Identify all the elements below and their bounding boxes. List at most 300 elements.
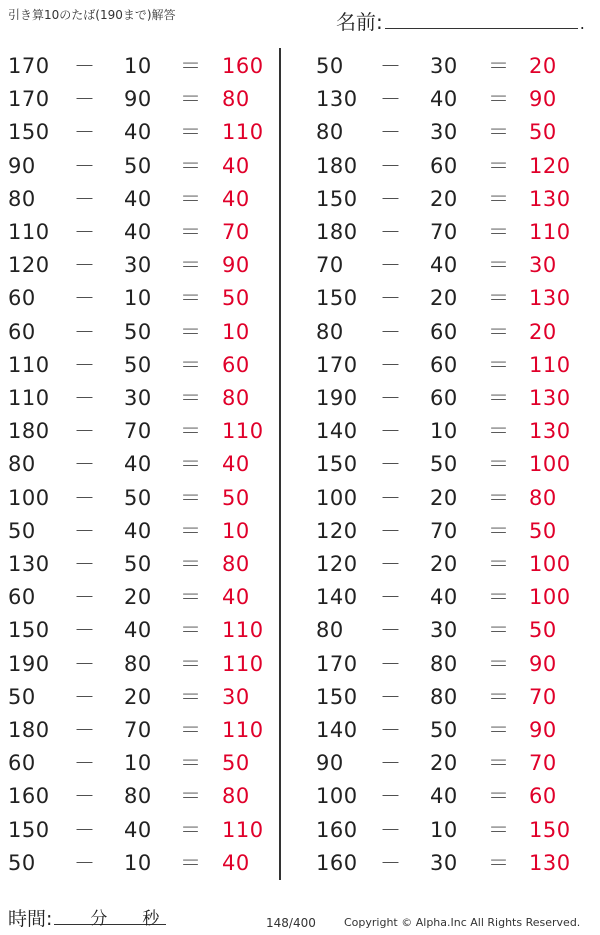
minuend: 120 bbox=[316, 518, 358, 543]
minuend: 60 bbox=[8, 751, 36, 776]
copyright-notice: Copyright © Alpha.Inc All Rights Reserved. bbox=[344, 916, 581, 929]
problem-row bbox=[8, 350, 278, 380]
problem-row bbox=[8, 283, 278, 313]
subtrahend: 30 bbox=[430, 120, 458, 145]
minus-sign: － bbox=[74, 485, 96, 510]
problem-row bbox=[316, 84, 586, 114]
minutes-unit: 分 bbox=[90, 909, 108, 929]
subtrahend: 40 bbox=[430, 87, 458, 112]
minuend: 170 bbox=[8, 87, 50, 112]
equals-sign: ＝ bbox=[180, 419, 202, 444]
subtrahend: 30 bbox=[430, 618, 458, 643]
minuend: 110 bbox=[8, 386, 50, 410]
worksheet-title: 引き算10のたば(190まで)解答 bbox=[8, 8, 176, 22]
minuend: 180 bbox=[316, 220, 358, 244]
minuend: 150 bbox=[316, 452, 358, 477]
subtrahend: 50 bbox=[124, 552, 152, 576]
time-blank-line bbox=[54, 904, 166, 929]
answer: 110 bbox=[222, 817, 264, 842]
minus-sign: － bbox=[380, 618, 402, 643]
answer: 40 bbox=[222, 850, 250, 875]
equals-sign: ＝ bbox=[488, 153, 510, 178]
minus-sign: － bbox=[74, 684, 96, 709]
minus-sign: － bbox=[74, 54, 96, 78]
subtrahend: 20 bbox=[124, 684, 152, 709]
minuend: 150 bbox=[8, 120, 50, 145]
equals-sign: ＝ bbox=[488, 319, 510, 344]
problem-row bbox=[316, 483, 586, 513]
subtrahend: 20 bbox=[430, 286, 458, 311]
equals-sign: ＝ bbox=[488, 54, 510, 78]
problem-row bbox=[8, 815, 278, 845]
problem-row bbox=[8, 483, 278, 513]
answer: 70 bbox=[529, 684, 557, 709]
problem-row bbox=[8, 250, 278, 280]
equals-sign: ＝ bbox=[180, 585, 202, 610]
seconds-unit: 秒 bbox=[142, 909, 160, 929]
equals-sign: ＝ bbox=[180, 120, 202, 145]
equals-sign: ＝ bbox=[488, 552, 510, 576]
problem-row bbox=[8, 449, 278, 479]
equals-sign: ＝ bbox=[488, 352, 510, 377]
minus-sign: － bbox=[380, 153, 402, 178]
subtrahend: 10 bbox=[124, 850, 152, 875]
answer: 160 bbox=[222, 54, 264, 78]
problem-row bbox=[316, 649, 586, 679]
equals-sign: ＝ bbox=[488, 253, 510, 278]
subtrahend: 50 bbox=[430, 452, 458, 477]
answer: 90 bbox=[222, 253, 250, 278]
minus-sign: － bbox=[380, 485, 402, 510]
subtrahend: 60 bbox=[430, 386, 458, 410]
answer: 130 bbox=[529, 286, 571, 311]
name-blank-line bbox=[385, 6, 578, 29]
time-field bbox=[8, 904, 166, 931]
minuend: 150 bbox=[8, 817, 50, 842]
subtrahend: 40 bbox=[124, 220, 152, 244]
answer: 80 bbox=[222, 784, 250, 809]
answer: 60 bbox=[222, 352, 250, 377]
answer: 110 bbox=[222, 618, 264, 643]
answer: 50 bbox=[222, 751, 250, 776]
subtrahend: 40 bbox=[430, 253, 458, 278]
minus-sign: － bbox=[380, 684, 402, 709]
equals-sign: ＝ bbox=[180, 817, 202, 842]
equals-sign: ＝ bbox=[488, 651, 510, 676]
problem-row bbox=[8, 649, 278, 679]
minuend: 140 bbox=[316, 419, 358, 444]
problem-row bbox=[8, 317, 278, 347]
minus-sign: － bbox=[380, 319, 402, 344]
answer: 80 bbox=[222, 386, 250, 410]
subtrahend: 40 bbox=[124, 518, 152, 543]
problem-row bbox=[8, 748, 278, 778]
minus-sign: － bbox=[74, 618, 96, 643]
minuend: 150 bbox=[316, 286, 358, 311]
minus-sign: － bbox=[74, 552, 96, 576]
minus-sign: － bbox=[380, 751, 402, 776]
minuend: 100 bbox=[316, 485, 358, 510]
minus-sign: － bbox=[380, 419, 402, 444]
subtrahend: 50 bbox=[124, 153, 152, 178]
answer: 100 bbox=[529, 552, 571, 576]
subtrahend: 50 bbox=[124, 352, 152, 377]
subtrahend: 50 bbox=[124, 319, 152, 344]
subtrahend: 60 bbox=[430, 352, 458, 377]
minus-sign: － bbox=[74, 220, 96, 244]
subtrahend: 40 bbox=[124, 120, 152, 145]
answer: 10 bbox=[222, 518, 250, 543]
equals-sign: ＝ bbox=[488, 87, 510, 112]
equals-sign: ＝ bbox=[180, 784, 202, 809]
minus-sign: － bbox=[380, 87, 402, 112]
minus-sign: － bbox=[380, 352, 402, 377]
answer: 60 bbox=[529, 784, 557, 809]
answer: 40 bbox=[222, 452, 250, 477]
minuend: 180 bbox=[316, 153, 358, 178]
problem-row bbox=[316, 383, 586, 413]
minus-sign: － bbox=[74, 153, 96, 178]
minus-sign: － bbox=[380, 286, 402, 311]
problem-row bbox=[8, 184, 278, 214]
problem-row bbox=[316, 51, 586, 81]
answer: 90 bbox=[529, 718, 557, 742]
answer: 50 bbox=[529, 120, 557, 145]
subtrahend: 90 bbox=[124, 87, 152, 112]
subtrahend: 30 bbox=[124, 253, 152, 278]
equals-sign: ＝ bbox=[180, 386, 202, 410]
equals-sign: ＝ bbox=[488, 120, 510, 145]
minuend: 190 bbox=[8, 651, 50, 676]
answer: 80 bbox=[222, 87, 250, 112]
problem-row bbox=[316, 184, 586, 214]
problem-row bbox=[316, 117, 586, 147]
minuend: 80 bbox=[316, 319, 344, 344]
equals-sign: ＝ bbox=[180, 54, 202, 78]
equals-sign: ＝ bbox=[488, 452, 510, 477]
minus-sign: － bbox=[380, 220, 402, 244]
answer: 120 bbox=[529, 153, 571, 178]
subtrahend: 70 bbox=[430, 220, 458, 244]
minus-sign: － bbox=[380, 452, 402, 477]
minus-sign: － bbox=[74, 718, 96, 742]
minus-sign: － bbox=[74, 651, 96, 676]
problem-row bbox=[316, 217, 586, 247]
equals-sign: ＝ bbox=[180, 618, 202, 643]
minuend: 150 bbox=[8, 618, 50, 643]
equals-sign: ＝ bbox=[180, 153, 202, 178]
equals-sign: ＝ bbox=[180, 452, 202, 477]
minus-sign: － bbox=[380, 651, 402, 676]
minus-sign: － bbox=[380, 253, 402, 278]
subtrahend: 40 bbox=[124, 452, 152, 477]
minuend: 100 bbox=[8, 485, 50, 510]
subtrahend: 60 bbox=[430, 319, 458, 344]
answer: 90 bbox=[529, 87, 557, 112]
minus-sign: － bbox=[74, 386, 96, 410]
subtrahend: 10 bbox=[124, 286, 152, 311]
minuend: 50 bbox=[8, 684, 36, 709]
subtrahend: 50 bbox=[124, 485, 152, 510]
problem-row bbox=[316, 283, 586, 313]
problem-row bbox=[8, 117, 278, 147]
equals-sign: ＝ bbox=[488, 718, 510, 742]
answer: 40 bbox=[222, 585, 250, 610]
subtrahend: 80 bbox=[124, 651, 152, 676]
answer: 90 bbox=[529, 651, 557, 676]
problem-row bbox=[316, 682, 586, 712]
subtrahend: 30 bbox=[124, 386, 152, 410]
answer: 80 bbox=[529, 485, 557, 510]
subtrahend: 10 bbox=[430, 817, 458, 842]
minuend: 160 bbox=[316, 850, 358, 875]
problem-row bbox=[316, 151, 586, 181]
minuend: 140 bbox=[316, 718, 358, 742]
minuend: 160 bbox=[316, 817, 358, 842]
minus-sign: － bbox=[380, 54, 402, 78]
equals-sign: ＝ bbox=[180, 220, 202, 244]
minus-sign: － bbox=[74, 87, 96, 112]
equals-sign: ＝ bbox=[488, 817, 510, 842]
subtrahend: 40 bbox=[430, 585, 458, 610]
subtrahend: 70 bbox=[124, 718, 152, 742]
minus-sign: － bbox=[74, 518, 96, 543]
answer: 20 bbox=[529, 319, 557, 344]
equals-sign: ＝ bbox=[488, 751, 510, 776]
problem-row bbox=[316, 748, 586, 778]
problem-row bbox=[8, 549, 278, 579]
answer: 30 bbox=[222, 684, 250, 709]
equals-sign: ＝ bbox=[488, 220, 510, 244]
subtrahend: 80 bbox=[430, 651, 458, 676]
equals-sign: ＝ bbox=[488, 286, 510, 311]
equals-sign: ＝ bbox=[180, 253, 202, 278]
equals-sign: ＝ bbox=[180, 718, 202, 742]
answer: 50 bbox=[529, 618, 557, 643]
minus-sign: － bbox=[74, 850, 96, 875]
subtrahend: 70 bbox=[430, 518, 458, 543]
subtrahend: 20 bbox=[430, 552, 458, 576]
page-number: 148/400 bbox=[266, 916, 316, 930]
minuend: 190 bbox=[316, 386, 358, 410]
minuend: 150 bbox=[316, 684, 358, 709]
subtrahend: 40 bbox=[124, 817, 152, 842]
problem-row bbox=[8, 516, 278, 546]
minuend: 160 bbox=[8, 784, 50, 809]
subtrahend: 20 bbox=[430, 485, 458, 510]
minus-sign: － bbox=[380, 817, 402, 842]
minuend: 180 bbox=[8, 718, 50, 742]
minuend: 60 bbox=[8, 319, 36, 344]
equals-sign: ＝ bbox=[488, 485, 510, 510]
subtrahend: 40 bbox=[124, 618, 152, 643]
equals-sign: ＝ bbox=[180, 286, 202, 311]
name-field bbox=[336, 6, 585, 35]
problem-row bbox=[316, 350, 586, 380]
problem-row bbox=[8, 615, 278, 645]
minus-sign: － bbox=[380, 784, 402, 809]
minus-sign: － bbox=[74, 186, 96, 211]
minuend: 50 bbox=[8, 850, 36, 875]
problem-row bbox=[8, 682, 278, 712]
minuend: 80 bbox=[316, 618, 344, 643]
answer: 20 bbox=[529, 54, 557, 78]
equals-sign: ＝ bbox=[488, 784, 510, 809]
subtrahend: 80 bbox=[124, 784, 152, 809]
minus-sign: － bbox=[74, 253, 96, 278]
problem-row bbox=[316, 848, 586, 878]
problem-row bbox=[8, 151, 278, 181]
answer: 70 bbox=[222, 220, 250, 244]
subtrahend: 70 bbox=[124, 419, 152, 444]
minuend: 110 bbox=[8, 220, 50, 244]
minus-sign: － bbox=[380, 518, 402, 543]
subtrahend: 50 bbox=[430, 718, 458, 742]
minuend: 110 bbox=[8, 352, 50, 377]
equals-sign: ＝ bbox=[488, 684, 510, 709]
equals-sign: ＝ bbox=[180, 319, 202, 344]
minus-sign: － bbox=[74, 352, 96, 377]
answer: 110 bbox=[222, 718, 264, 742]
equals-sign: ＝ bbox=[180, 485, 202, 510]
subtrahend: 40 bbox=[430, 784, 458, 809]
minus-sign: － bbox=[74, 751, 96, 776]
minus-sign: － bbox=[380, 718, 402, 742]
problem-row bbox=[316, 715, 586, 745]
minuend: 50 bbox=[316, 54, 344, 78]
problem-row bbox=[316, 416, 586, 446]
problem-row bbox=[316, 516, 586, 546]
problem-row bbox=[8, 781, 278, 811]
equals-sign: ＝ bbox=[488, 850, 510, 875]
minuend: 90 bbox=[316, 751, 344, 776]
time-label: 時間: bbox=[8, 908, 53, 930]
minus-sign: － bbox=[380, 552, 402, 576]
problem-row bbox=[316, 317, 586, 347]
minus-sign: － bbox=[380, 120, 402, 145]
equals-sign: ＝ bbox=[488, 419, 510, 444]
answer: 50 bbox=[222, 485, 250, 510]
problem-row bbox=[316, 781, 586, 811]
answer: 110 bbox=[529, 220, 571, 244]
problem-row bbox=[8, 848, 278, 878]
answer: 50 bbox=[529, 518, 557, 543]
minuend: 80 bbox=[316, 120, 344, 145]
equals-sign: ＝ bbox=[180, 186, 202, 211]
equals-sign: ＝ bbox=[180, 651, 202, 676]
subtrahend: 30 bbox=[430, 850, 458, 875]
equals-sign: ＝ bbox=[488, 585, 510, 610]
equals-sign: ＝ bbox=[180, 552, 202, 576]
minuend: 90 bbox=[8, 153, 36, 178]
answer: 130 bbox=[529, 850, 571, 875]
name-label: 名前: bbox=[336, 10, 383, 34]
column-divider bbox=[279, 48, 281, 880]
answer: 100 bbox=[529, 452, 571, 477]
subtrahend: 10 bbox=[124, 54, 152, 78]
minuend: 60 bbox=[8, 585, 36, 610]
problem-row bbox=[316, 615, 586, 645]
answer: 130 bbox=[529, 386, 571, 410]
minuend: 180 bbox=[8, 419, 50, 444]
subtrahend: 10 bbox=[124, 751, 152, 776]
minus-sign: － bbox=[380, 850, 402, 875]
equals-sign: ＝ bbox=[488, 386, 510, 410]
answer: 50 bbox=[222, 286, 250, 311]
minuend: 60 bbox=[8, 286, 36, 311]
minus-sign: － bbox=[74, 286, 96, 311]
equals-sign: ＝ bbox=[180, 850, 202, 875]
minuend: 70 bbox=[316, 253, 344, 278]
equals-sign: ＝ bbox=[180, 751, 202, 776]
minus-sign: － bbox=[74, 419, 96, 444]
problem-row bbox=[316, 815, 586, 845]
equals-sign: ＝ bbox=[488, 618, 510, 643]
minus-sign: － bbox=[74, 784, 96, 809]
answer: 70 bbox=[529, 751, 557, 776]
subtrahend: 20 bbox=[124, 585, 152, 610]
minuend: 170 bbox=[316, 651, 358, 676]
answer: 40 bbox=[222, 153, 250, 178]
subtrahend: 80 bbox=[430, 684, 458, 709]
minuend: 170 bbox=[8, 54, 50, 78]
answer: 110 bbox=[529, 352, 571, 377]
problem-row bbox=[8, 416, 278, 446]
problem-row bbox=[316, 582, 586, 612]
answer: 110 bbox=[222, 120, 264, 145]
answer: 110 bbox=[222, 651, 264, 676]
subtrahend: 40 bbox=[124, 186, 152, 211]
subtrahend: 10 bbox=[430, 419, 458, 444]
equals-sign: ＝ bbox=[180, 87, 202, 112]
minuend: 150 bbox=[316, 186, 358, 211]
minuend: 140 bbox=[316, 585, 358, 610]
minus-sign: － bbox=[380, 386, 402, 410]
subtrahend: 60 bbox=[430, 153, 458, 178]
minuend: 120 bbox=[8, 253, 50, 278]
problem-row bbox=[8, 582, 278, 612]
problem-row bbox=[316, 449, 586, 479]
minuend: 80 bbox=[8, 452, 36, 477]
answer: 10 bbox=[222, 319, 250, 344]
minuend: 170 bbox=[316, 352, 358, 377]
answer: 100 bbox=[529, 585, 571, 610]
subtrahend: 30 bbox=[430, 54, 458, 78]
minus-sign: － bbox=[74, 817, 96, 842]
name-dot: . bbox=[579, 14, 585, 33]
minus-sign: － bbox=[74, 319, 96, 344]
subtrahend: 20 bbox=[430, 751, 458, 776]
minus-sign: － bbox=[74, 120, 96, 145]
problem-row bbox=[8, 217, 278, 247]
equals-sign: ＝ bbox=[180, 352, 202, 377]
equals-sign: ＝ bbox=[180, 518, 202, 543]
problem-row bbox=[316, 250, 586, 280]
problem-row bbox=[8, 84, 278, 114]
problem-row bbox=[316, 549, 586, 579]
subtrahend: 20 bbox=[430, 186, 458, 211]
minuend: 50 bbox=[8, 518, 36, 543]
answer: 130 bbox=[529, 186, 571, 211]
answer: 30 bbox=[529, 253, 557, 278]
minus-sign: － bbox=[74, 452, 96, 477]
answer: 80 bbox=[222, 552, 250, 576]
equals-sign: ＝ bbox=[488, 518, 510, 543]
answer: 110 bbox=[222, 419, 264, 444]
answer: 40 bbox=[222, 186, 250, 211]
equals-sign: ＝ bbox=[180, 684, 202, 709]
minus-sign: － bbox=[380, 186, 402, 211]
